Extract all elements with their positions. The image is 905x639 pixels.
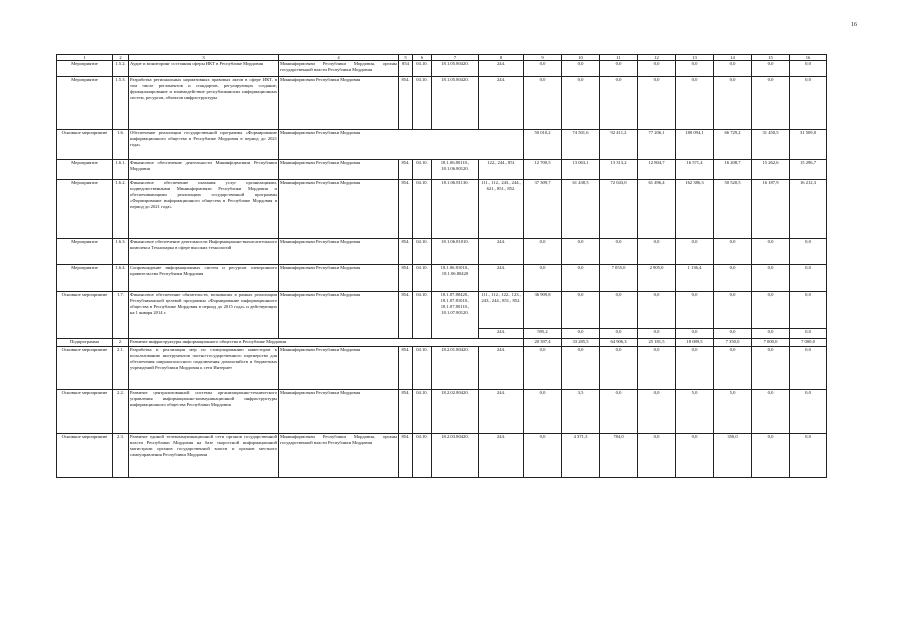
- row-value: 4 371,3: [562, 434, 600, 478]
- row-value: 66 729,2: [714, 130, 752, 160]
- row-value: 0,0: [562, 329, 600, 339]
- row-code: 1.6.3.: [113, 239, 129, 265]
- row-value: 0,0: [524, 390, 562, 434]
- row-value: 0,0: [676, 61, 714, 77]
- row-value: 25 181,5: [638, 339, 676, 347]
- row-executor: Мининформсвязи Республики Мордовия: [279, 265, 399, 292]
- row-value: 0,0: [714, 347, 752, 390]
- row-value: 5,0: [714, 390, 752, 434]
- row-value: 0,0: [790, 239, 827, 265]
- row-value: 0,0: [714, 239, 752, 265]
- row-code: 1.7.: [113, 292, 129, 339]
- row-value: 0,0: [752, 77, 790, 130]
- column-number: 14: [714, 55, 752, 61]
- row-type: Мероприятие: [57, 265, 113, 292]
- row-value: 15 262,6: [752, 160, 790, 180]
- row-value: 33 285,5: [562, 339, 600, 347]
- column-number: 6: [413, 55, 432, 61]
- row-grbs: 854.: [399, 347, 413, 390]
- row-value: 20 397,4: [524, 339, 562, 347]
- row-grbs: 854.: [399, 434, 413, 478]
- column-number: 4: [279, 55, 399, 61]
- row-value: 0,0: [600, 292, 638, 329]
- row-value: 0,0: [752, 434, 790, 478]
- column-number: 1: [57, 55, 113, 61]
- row-value: 0,0: [638, 239, 676, 265]
- row-vr: 244.: [479, 434, 524, 478]
- row-value: 0,0: [676, 77, 714, 130]
- row-value: 13 063,1: [562, 160, 600, 180]
- row-value: 61 438,5: [562, 180, 600, 239]
- row-value: 31 450,5: [752, 130, 790, 160]
- row-value: 5,0: [676, 390, 714, 434]
- row-value: 0,0: [638, 390, 676, 434]
- row-value: 0,0: [524, 239, 562, 265]
- row-value: 0,0: [600, 329, 638, 339]
- table-row: [57, 160, 827, 180]
- row-value: 0,0: [600, 347, 638, 390]
- row-rzpr: 04.10.: [413, 390, 432, 434]
- row-code: 2.3.: [113, 434, 129, 478]
- row-value: 37 309,7: [524, 180, 562, 239]
- row-value: 0,0: [562, 347, 600, 390]
- row-value: 180 094,1: [676, 130, 714, 160]
- row-vr: 244.: [479, 329, 524, 339]
- row-value: 1 136,4: [676, 265, 714, 292]
- row-value: 2 905,0: [638, 265, 676, 292]
- row-name: Финансовое обеспечение обязательств, возникших в рамках реализации Республиканской целевой программы «Формирование информационного общества в Республике Мордовия в период до 2015 года» и действующих на 1 января 2014 г.: [129, 292, 279, 339]
- row-executor: Мининформсвязи Республики Мордовия: [279, 292, 399, 339]
- row-value: 0,0: [714, 265, 752, 292]
- row-value: 16 187,9: [752, 180, 790, 239]
- row-type: Подпрограмма: [57, 339, 113, 347]
- row-type: Основное мероприятие: [57, 347, 113, 390]
- row-value: 0,0: [790, 292, 827, 329]
- row-executor: Мининформсвязи Республики Мордовия: [279, 390, 399, 434]
- row-value: 0,0: [752, 292, 790, 329]
- row-value: 50 520,5: [714, 180, 752, 239]
- row-value: 0,0: [638, 434, 676, 478]
- table-row: [57, 77, 827, 130]
- row-grbs: 854.: [399, 390, 413, 434]
- column-number: 15: [752, 55, 790, 61]
- column-number: 11: [600, 55, 638, 61]
- row-csr: 18.2.03.80420.: [432, 434, 479, 478]
- row-value: 50 010,2: [524, 130, 562, 160]
- row-value: 0,0: [562, 77, 600, 130]
- row-rzpr: 04.10.: [413, 180, 432, 239]
- row-grbs: 854.: [399, 180, 413, 239]
- row-value: 0,0: [676, 239, 714, 265]
- row-value: 0,0: [790, 329, 827, 339]
- row-csr: 18.1.06.80110., 18.1.06.80120.: [432, 160, 479, 180]
- row-executor: Мининформсвязи Республики Мордовия: [279, 347, 399, 390]
- row-value: 0,0: [752, 239, 790, 265]
- row-grbs: 854: [399, 61, 413, 77]
- row-value: 0,0: [676, 347, 714, 390]
- row-value: 0,0: [714, 61, 752, 77]
- row-value: 0,0: [600, 239, 638, 265]
- row-value: 16 208,7: [714, 160, 752, 180]
- row-value: 0,0: [790, 265, 827, 292]
- row-code: 1.5.3.: [113, 77, 129, 130]
- row-executor: Мининформсвязи Республики Мордовия: [279, 77, 399, 130]
- row-value: 0,0: [562, 239, 600, 265]
- row-value: 0,0: [600, 61, 638, 77]
- table-row: [57, 180, 827, 239]
- row-value: 0,0: [524, 77, 562, 130]
- row-value: 7 000,0: [752, 339, 790, 347]
- row-csr: 18.1.07.80420., 18.1.07.81010., 18.1.07.80110., 18.1.07.80120.: [432, 292, 479, 339]
- row-name: Финансовое обеспечение деятельности Информационно-вычислительного комплекса Технопарка в сфере высоких технологий: [129, 239, 279, 265]
- row-value: 0,0: [752, 329, 790, 339]
- row-rzpr: 04.10.: [413, 239, 432, 265]
- row-value: 162 386,3: [676, 180, 714, 239]
- row-value: 0,0: [790, 77, 827, 130]
- row-value: 0,0: [676, 329, 714, 339]
- row-name: Разработка региональных нормативных правовых актов в сфере ИКТ, в том числе регламентов и стандартов, регулирующих создание, функционирование и взаимодействие республиканских информационных систем, ресурсов, объектов инфраструктуры: [129, 77, 279, 130]
- row-code: 2.: [113, 339, 129, 347]
- row-value: 0,0: [714, 292, 752, 329]
- row-value: 31 509,0: [790, 130, 827, 160]
- row-name: Обеспечение реализации государственной программы «Формирование информационного общества в Республике Мордовия в период до 2021 года»: [129, 130, 279, 160]
- column-number: 16: [790, 55, 827, 61]
- row-value: 77 206,1: [638, 130, 676, 160]
- table-row: [57, 339, 827, 347]
- row-code: 1.6.2.: [113, 180, 129, 239]
- row-code: 2.2.: [113, 390, 129, 434]
- program-table: [56, 54, 827, 478]
- row-code: 1.6.: [113, 130, 129, 160]
- column-number: 10: [562, 55, 600, 61]
- row-value: 0,0: [600, 390, 638, 434]
- row-value: 0,0: [638, 61, 676, 77]
- row-value: 0,0: [714, 77, 752, 130]
- row-value: 61 496,4: [638, 180, 676, 239]
- row-value: 0,0: [638, 292, 676, 329]
- row-value: 0,0: [524, 265, 562, 292]
- table-row: [57, 265, 827, 292]
- row-vr: 111., 112., 122., 123., 243., 244., 851., 852.: [479, 292, 524, 329]
- row-name: Развитие централизованной системы организационно-технического управления информационно-коммуникационной инфраструктуры информационного общества Республики Мордовия: [129, 390, 279, 434]
- row-name: Развитие инфраструктуры информационного общества в Республике Мордовия: [129, 339, 524, 347]
- row-value: 0,0: [638, 77, 676, 130]
- row-grbs: 854.: [399, 160, 413, 180]
- table-row: [57, 347, 827, 390]
- row-value: 12 804,7: [638, 160, 676, 180]
- row-value: 0,0: [524, 61, 562, 77]
- row-csr: 18.1.06.81130.: [432, 180, 479, 239]
- row-name: Финансовое обеспечение деятельности Мининформсвязи Республики Мордовия: [129, 160, 279, 180]
- row-value: 0,0: [600, 77, 638, 130]
- row-vr: 244.: [479, 265, 524, 292]
- row-value: 92 411,2: [600, 130, 638, 160]
- row-code: 1.6.1.: [113, 160, 129, 180]
- row-value: 595,2: [524, 329, 562, 339]
- column-number: 12: [638, 55, 676, 61]
- row-value: 0,0: [714, 329, 752, 339]
- row-value: 64 906,3: [600, 339, 638, 347]
- row-name: Финансовое обеспечение оказания услуг организациями, подведомственными Мининформсвязи Республики Мордовия и обеспечивающими реализацию государственной программы «Формирование информационного общества в Республике Мордовия в период до 2021 года»: [129, 180, 279, 239]
- row-vr: 111., 112., 243., 244., 621., 851., 852.: [479, 180, 524, 239]
- row-grbs: 854.: [399, 239, 413, 265]
- row-grbs: 854.: [399, 77, 413, 130]
- row-csr: 18.1.06.81010.: [432, 239, 479, 265]
- row-value: 0,0: [676, 434, 714, 478]
- row-value: 0,0: [562, 265, 600, 292]
- row-value: 0,0: [638, 347, 676, 390]
- row-value: 15 296,7: [790, 160, 827, 180]
- column-number: 9: [524, 55, 562, 61]
- row-value: 0,0: [524, 434, 562, 478]
- row-value: 36 909,8: [524, 292, 562, 329]
- row-value: 0,0: [790, 390, 827, 434]
- row-value: 0,0: [790, 434, 827, 478]
- row-rzpr: 04.10.: [413, 61, 432, 77]
- column-number: 13: [676, 55, 714, 61]
- row-value: 13 313,2: [600, 160, 638, 180]
- row-rzpr: 04.10.: [413, 434, 432, 478]
- row-grbs: 854.: [399, 265, 413, 292]
- row-value: 0,0: [752, 347, 790, 390]
- row-type: Мероприятие: [57, 160, 113, 180]
- row-type: Мероприятие: [57, 61, 113, 77]
- table-row: [57, 434, 827, 478]
- row-executor: Мининформсвязи Республики Мордовия, органы государственной власти Республики Мордовия: [279, 61, 399, 77]
- row-name: Сопровождение информационных систем и ресурсов электронного правительства Республики Мордовия: [129, 265, 279, 292]
- row-executor: Мининформсвязи Республики Мордовия: [279, 239, 399, 265]
- column-number: 2: [113, 55, 129, 61]
- row-vr: 244.: [479, 239, 524, 265]
- row-rzpr: 04.10.: [413, 265, 432, 292]
- row-vr: 244.: [479, 61, 524, 77]
- row-value: 0,0: [562, 61, 600, 77]
- row-rzpr: 04.10.: [413, 160, 432, 180]
- row-value: 0,0: [752, 390, 790, 434]
- column-number: 8: [479, 55, 524, 61]
- row-csr: 18.2.01.80420.: [432, 347, 479, 390]
- row-value: 0,0: [524, 347, 562, 390]
- row-value: 0,0: [752, 265, 790, 292]
- row-rzpr: 04.10.: [413, 292, 432, 339]
- table-row: [57, 292, 827, 329]
- row-value: 7 000,0: [790, 339, 827, 347]
- table-row: [57, 390, 827, 434]
- row-code: 1.6.4.: [113, 265, 129, 292]
- row-rzpr: 04.10.: [413, 77, 432, 130]
- column-number: 7: [432, 55, 479, 61]
- row-value: 7 055,0: [600, 265, 638, 292]
- row-csr: 18.1.05.80420.: [432, 61, 479, 77]
- row-value: 0,0: [638, 329, 676, 339]
- row-rzpr: 04.10.: [413, 347, 432, 390]
- row-value: 0,0: [676, 292, 714, 329]
- row-type: Мероприятие: [57, 180, 113, 239]
- row-value: 16 571,4: [676, 160, 714, 180]
- row-code: 2.1.: [113, 347, 129, 390]
- row-csr: 18.1.05.80420.: [432, 77, 479, 130]
- row-value: 0,0: [790, 347, 827, 390]
- row-value: 18 089,5: [676, 339, 714, 347]
- table-row: [57, 61, 827, 77]
- page-number: 16: [851, 22, 857, 28]
- row-executor: Мининформсвязи Республики Мордовия: [279, 130, 524, 160]
- column-number: 5: [399, 55, 413, 61]
- row-csr: 18.2.02.80420.: [432, 390, 479, 434]
- row-grbs: 854.: [399, 292, 413, 339]
- row-executor: Мининформсвязи Республики Мордовия: [279, 160, 399, 180]
- row-type: Мероприятие: [57, 77, 113, 130]
- row-value: 74 501,6: [562, 130, 600, 160]
- row-name: Разработка и реализация мер по стимулированию инвесторов к использованию инструментов частно-государственного партнерства для обеспечения широкополосного подключения домохозяйств и бюджетных учреждений Республики Мордовия к сети Интернет: [129, 347, 279, 390]
- row-type: Основное мероприятие: [57, 292, 113, 339]
- row-executor: Мининформсвязи Республики Мордовия: [279, 180, 399, 239]
- row-csr: 18.1.06.81010., 18.1.06.80420: [432, 265, 479, 292]
- row-executor: Мининформсвязи Республики Мордовия, органы государственной власти Республики Мордовия: [279, 434, 399, 478]
- table-row: [57, 239, 827, 265]
- row-value: 16 212,3: [790, 180, 827, 239]
- row-value: 784,0: [600, 434, 638, 478]
- row-value: 0,0: [562, 292, 600, 329]
- row-code: 1.5.2.: [113, 61, 129, 77]
- row-value: 0,0: [790, 61, 827, 77]
- row-type: Мероприятие: [57, 239, 113, 265]
- row-type: Основное мероприятие: [57, 390, 113, 434]
- row-vr: 244.: [479, 77, 524, 130]
- row-vr: 244.: [479, 390, 524, 434]
- table-row: [57, 130, 827, 160]
- column-number: 3: [129, 55, 279, 61]
- row-vr: 122., 244., 851: [479, 160, 524, 180]
- row-name: Аудит и мониторинг состояния сферы ИКТ в Республике Мордовия: [129, 61, 279, 77]
- row-value: 7 350,0: [714, 339, 752, 347]
- row-value: 12 700,5: [524, 160, 562, 180]
- row-value: 72 043,0: [600, 180, 638, 239]
- row-value: 350,0: [714, 434, 752, 478]
- row-type: Основное мероприятие: [57, 434, 113, 478]
- row-value: 0,0: [752, 61, 790, 77]
- row-type: Основное мероприятие: [57, 130, 113, 160]
- row-name: Развитие единой телекоммуникационной сети органов государственной власти Республики Мордовия на базе скоростной информационной магистрали органов государственной власти и органов местного самоуправления Республики Мордовия: [129, 434, 279, 478]
- row-vr: 244.: [479, 347, 524, 390]
- row-value: 3,5: [562, 390, 600, 434]
